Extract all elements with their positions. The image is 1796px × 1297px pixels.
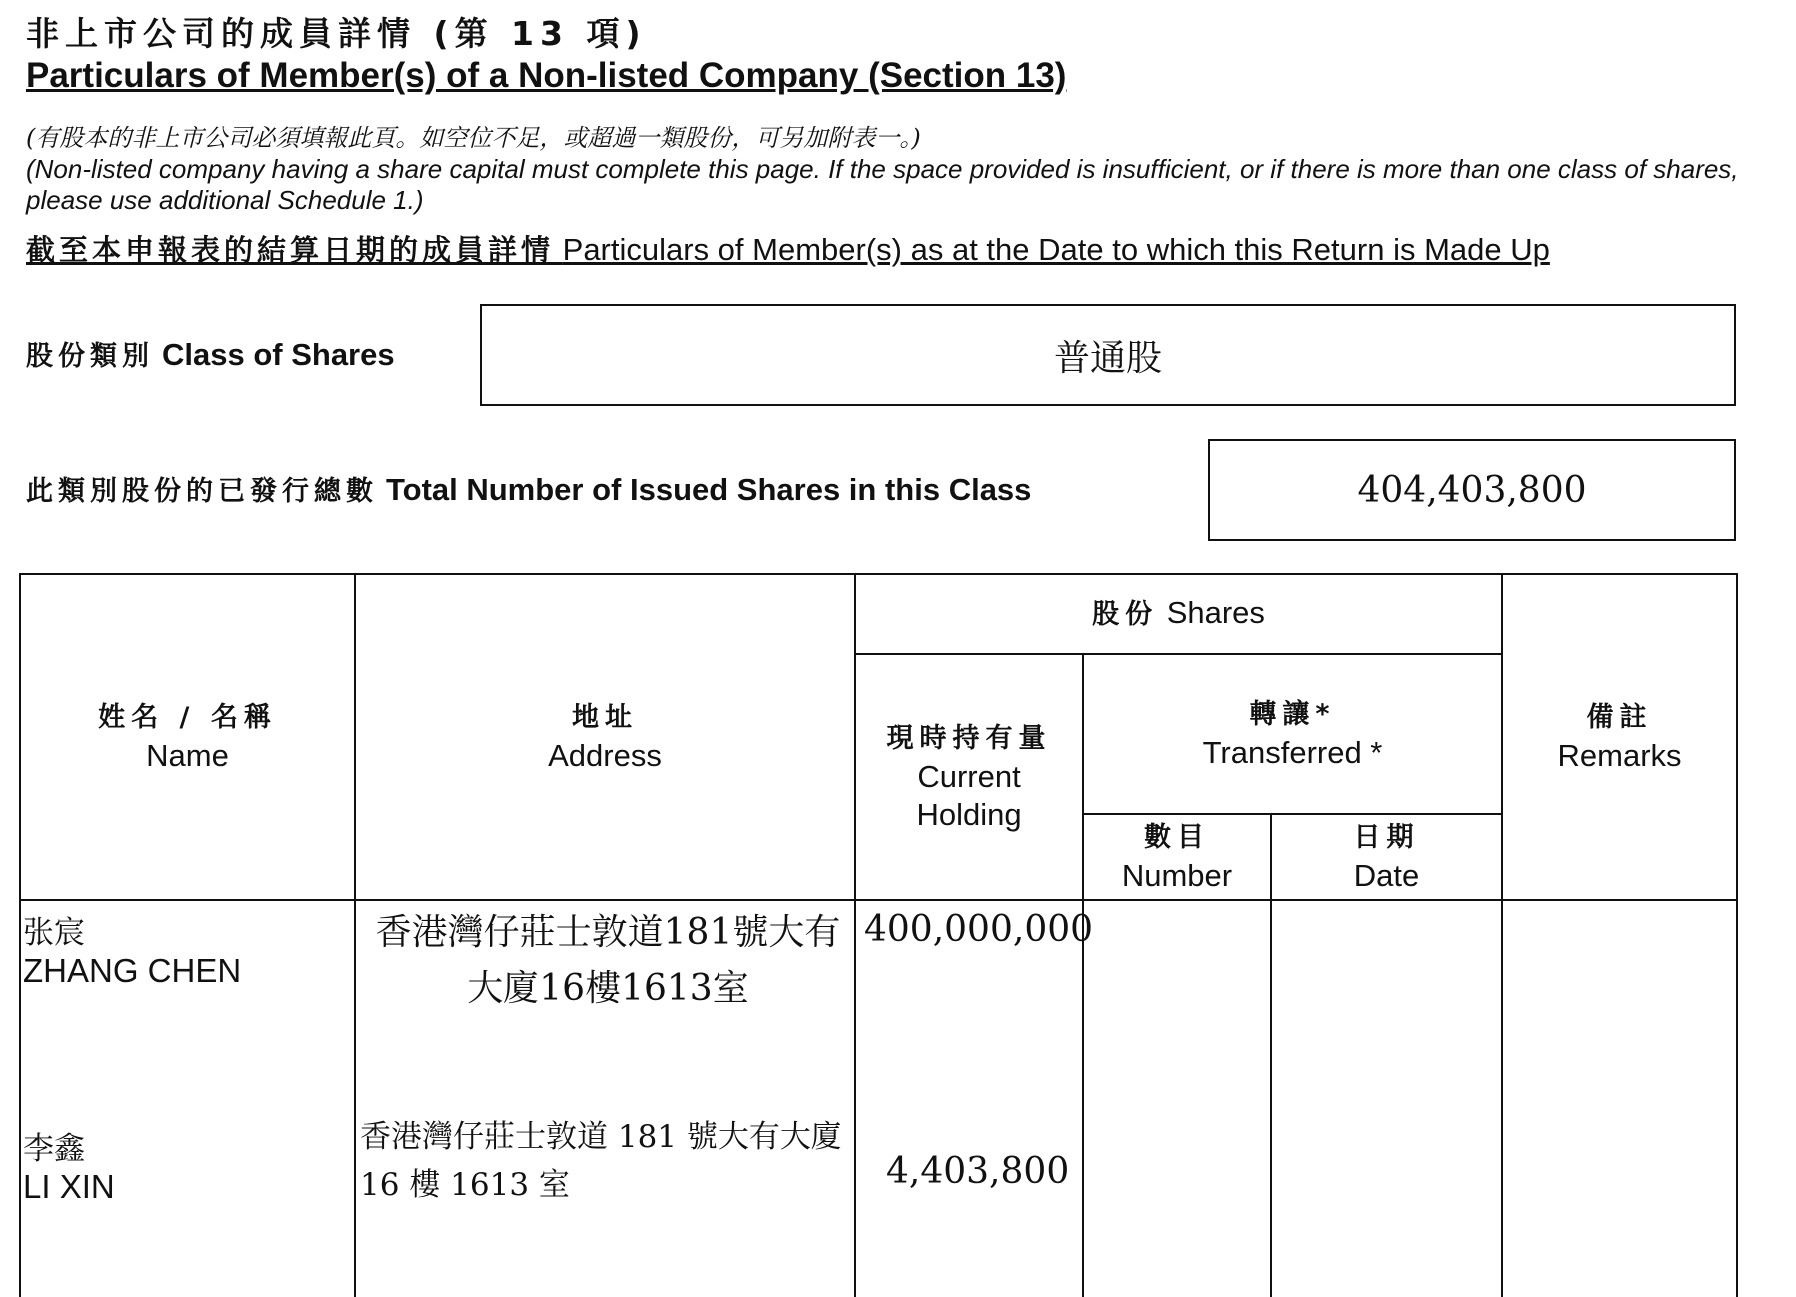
remarks-header-zh: 備註 xyxy=(1586,702,1653,733)
date-header-en: Date xyxy=(1353,858,1420,893)
total-issued-label-en: Total Number of Issued Shares in this Class xyxy=(386,472,1032,507)
address-column-header xyxy=(355,574,855,900)
total-issued-field[interactable]: 404,403,800 xyxy=(1208,439,1736,541)
transferred-number-cell[interactable] xyxy=(1083,900,1271,1297)
remarks-header-en: Remarks xyxy=(1557,738,1682,773)
number-header-zh: 數目 xyxy=(1144,822,1210,853)
transferred-date-header xyxy=(1271,814,1502,900)
remarks-cell[interactable] xyxy=(1502,900,1737,1297)
member-2-name-zh: 李鑫 xyxy=(23,1131,85,1167)
member-2-name xyxy=(23,1123,115,1206)
member-addresses-cell[interactable] xyxy=(355,900,855,1297)
total-issued-label-zh: 此類別股份的已發行總數 xyxy=(26,476,378,507)
shares-header-en: Shares xyxy=(1166,595,1265,630)
holding-header-en-1: Current xyxy=(917,759,1021,794)
instruction-note-en: (Non-listed company having a share capital must complete this page. If the space provided is insufficient, or if there is more than one class of shares, please use additional Schedule 1.) xyxy=(26,154,1739,215)
member-names-cell[interactable] xyxy=(20,900,355,1297)
address-header-en: Address xyxy=(548,738,662,773)
member-holdings-cell[interactable] xyxy=(855,900,1094,1297)
member-1-name-zh: 张宸 xyxy=(23,915,85,951)
members-table xyxy=(19,573,1738,1297)
current-holding-header xyxy=(855,654,1083,900)
instruction-note-zh: (有股本的非上市公司必須填報此頁。如空位不足，或超過一類股份，可另加附表一。) xyxy=(26,124,921,152)
section-subheading-zh: 截至本申報表的結算日期的成員詳情 xyxy=(26,233,555,267)
shares-group-header xyxy=(855,574,1502,654)
date-header-zh: 日期 xyxy=(1353,822,1420,853)
total-issued-label xyxy=(26,469,1031,508)
page-title-zh: 非上市公司的成員詳情 (第 13 項) xyxy=(26,14,647,53)
section-subheading-en: Particulars of Member(s) as at the Date to which this Return is Made Up xyxy=(562,232,1550,267)
section-subheading xyxy=(26,228,1550,269)
member-2-address: 香港灣仔莊士敦道 181 號大有大廈 16 樓 1613 室 xyxy=(360,1119,842,1203)
transferred-group-header xyxy=(1083,654,1502,814)
member-1-name xyxy=(23,907,241,990)
member-2-name-en: LI XIN xyxy=(23,1168,115,1205)
page-title-en: Particulars of Member(s) of a Non-listed Company (Section 13) xyxy=(26,56,1067,95)
address-header-zh: 地址 xyxy=(572,702,638,733)
class-of-shares-label xyxy=(26,334,395,373)
member-1-address: 香港灣仔莊士敦道181號大有大廈16樓1613室 xyxy=(375,912,841,1009)
transferred-header-zh: 轉讓* xyxy=(1249,699,1336,730)
remarks-column-header xyxy=(1502,574,1737,900)
class-of-shares-label-zh: 股份類別 xyxy=(26,341,154,372)
name-header-zh: 姓名 / 名稱 xyxy=(98,702,277,733)
class-of-shares-label-en: Class of Shares xyxy=(162,337,395,372)
transferred-header-en: Transferred * xyxy=(1202,735,1383,770)
member-2-holding: 4,403,800 xyxy=(886,1151,1070,1192)
name-header-en: Name xyxy=(146,738,229,773)
transferred-date-cell[interactable] xyxy=(1271,900,1502,1297)
holding-header-en-2: Holding xyxy=(916,797,1022,832)
number-header-en: Number xyxy=(1121,858,1233,893)
holding-header-zh: 現時持有量 xyxy=(886,723,1052,754)
table-row xyxy=(20,900,1737,1297)
member-1-holding: 400,000,000 xyxy=(864,909,1094,950)
member-1-name-en: ZHANG CHEN xyxy=(23,952,242,989)
name-column-header xyxy=(20,574,355,900)
class-of-shares-field[interactable]: 普通股 xyxy=(480,304,1736,406)
transferred-number-header xyxy=(1083,814,1271,900)
shares-header-zh: 股份 xyxy=(1092,599,1159,630)
